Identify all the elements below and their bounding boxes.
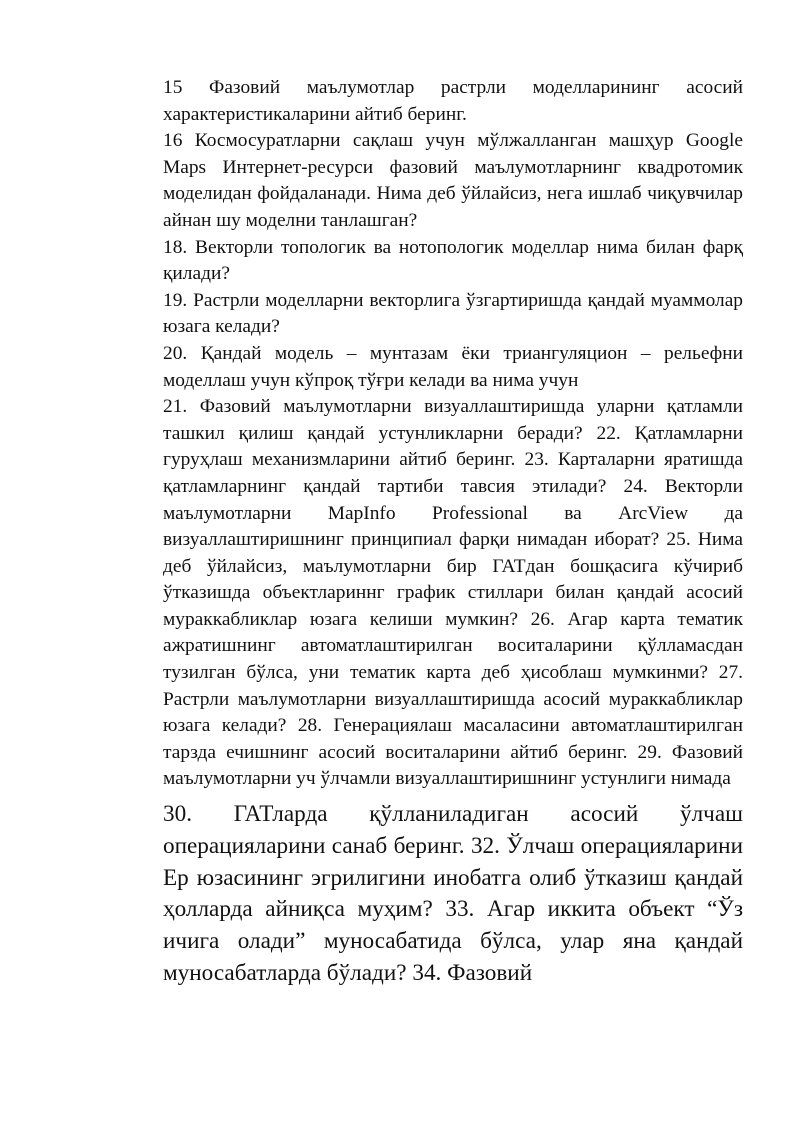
paragraph-q21-29: 21. Фазовий маълумотларни визуаллаштиришда уларни қатламли ташкил қилиш қандай устунликларни беради? 22. Қатламларни гуруҳлаш механизмларини айтиб беринг. 23. Карталарни яратишда қатламларнинг қандай тартиби тавсия этилади? 24. Векторли маълумотларни MapInfo Professional ва ArcView да визуаллаштиришнинг принципиал фарқи нимадан иборат? 25. Нима деб ўйлайсиз, маълумотларни бир ГАТдан бошқасига кўчириб ўтказишда объектлариннг график стиллари билан қандай асосий мураккабликлар юзага келиши мумкин? 26. Агар карта тематик ажратишнинг автоматлаштирилган воситаларини қўлламасдан тузилган бўлса, уни тематик карта деб ҳисоблаш мумкинми? 27. Растрли маълумотларни визуаллаштиришда асосий мураккабликлар юзага келади? 28. Генерациялаш масаласини автоматлаштирилган тарзда ечишнинг асосий воситаларини айтиб беринг. 29. Фазовий маълумотларни уч ўлчамли визуаллаштиришнинг устунлиги нимада: [163, 396, 743, 790]
paragraph-q19: 19. Растрли моделларни векторлига ўзгартиришда қандай муаммолар юзага келади?: [163, 289, 743, 338]
paragraph-q30-34: 30. ГАТларда қўлланиладиган асосий ўлчаш операцияларини санаб беринг. 32. Ўлчаш операцияларини Ер юзасининг эгрилигини инобатга олиб ўтказиш қандай ҳолларда айниқса муҳим? 33. Агар иккита объект “Ўз ичига олади” муносабатида бўлса, улар яна қандай муносабатларда бўлади? 34. Фазовий: [163, 801, 743, 987]
document-body: [163, 75, 743, 990]
paragraph-q18: 18. Векторли топологик ва нотопологик моделлар нима билан фарқ қилади?: [163, 236, 743, 285]
paragraph-q15: 15 Фазовий маълумотлар растрли моделларининг асосий характеристикаларини айтиб беринг.: [163, 77, 743, 125]
paragraph-q20: 20. Қандай модель – мунтазам ёки триангуляцион – рельефни моделлаш учун кўпроқ тўғри келади ва нима учун: [163, 342, 743, 391]
paragraph-q16: 16 Космосуратларни сақлаш учун мўлжалланган машҳур Google Maps Интернет-ресурси фазовий маълумотларнинг квадротомик моделидан фойдаланади. Нима деб ўйлайсиз, нега ишлаб чиқувчилар айнан шу моделни танлашган?: [163, 130, 743, 231]
